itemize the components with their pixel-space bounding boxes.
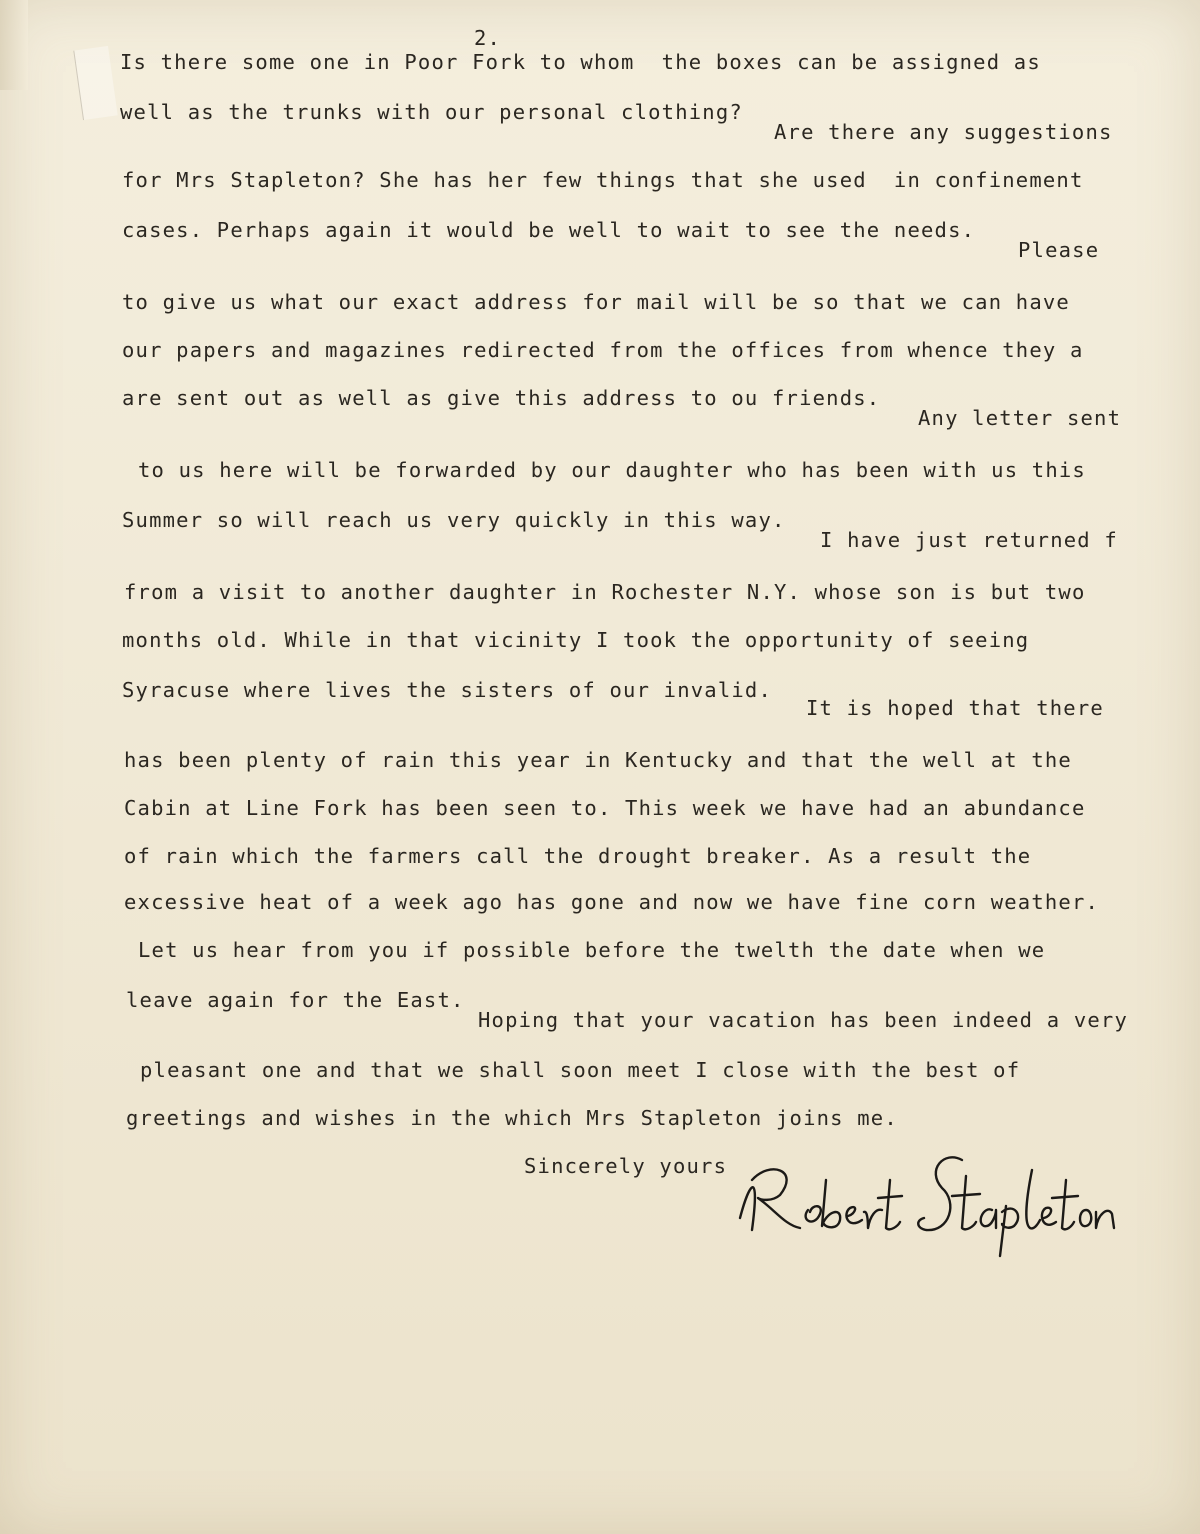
- text-line: months old. While in that vicinity I took the opportunity of seeing: [122, 628, 1030, 652]
- text-line: leave again for the East.: [126, 988, 465, 1012]
- text-line: I have just returned f: [820, 528, 1118, 552]
- text-line: Summer so will reach us very quickly in this way.: [122, 508, 786, 532]
- text-line: Let us hear from you if possible before the twelth the date when we: [138, 938, 1046, 962]
- text-line: well as the trunks with our personal clothing?: [120, 100, 743, 124]
- text-line: for Mrs Stapleton? She has her few things that she used in confinement: [122, 168, 1084, 192]
- text-line: excessive heat of a week ago has gone and now we have fine corn weather.: [124, 890, 1100, 914]
- text-line: to us here will be forwarded by our daughter who has been with us this: [138, 458, 1086, 482]
- text-line: our papers and magazines redirected from the offices from whence they a: [122, 338, 1084, 362]
- text-line: to give us what our exact address for mail will be so that we can have: [122, 290, 1070, 314]
- text-line: Any letter sent: [918, 406, 1122, 430]
- tape-mark: [73, 46, 117, 120]
- text-line: Cabin at Line Fork has been seen to. This week we have had an abundance: [124, 796, 1086, 820]
- text-line: Is there some one in Poor Fork to whom the boxes can be assigned as: [120, 50, 1041, 74]
- text-line: of rain which the farmers call the drought breaker. As a result the: [124, 844, 1032, 868]
- text-line: are sent out as well as give this address to ou friends.: [122, 386, 881, 410]
- signature: [730, 1140, 1120, 1260]
- closing: Sincerely yours: [524, 1154, 728, 1178]
- page-number: 2.: [474, 26, 502, 50]
- text-line: Syracuse where lives the sisters of our invalid.: [122, 678, 773, 702]
- text-line: has been plenty of rain this year in Kentucky and that the well at the: [124, 748, 1072, 772]
- text-line: from a visit to another daughter in Rochester N.Y. whose son is but two: [124, 580, 1086, 604]
- paper-fold: [0, 0, 28, 90]
- text-line: Hoping that your vacation has been indeed a very: [478, 1008, 1129, 1032]
- text-line: Please: [1018, 238, 1100, 262]
- text-line: cases. Perhaps again it would be well to wait to see the needs.: [122, 218, 976, 242]
- text-line: Are there any suggestions: [774, 120, 1113, 144]
- text-line: pleasant one and that we shall soon meet I close with the best of: [140, 1058, 1021, 1082]
- text-line: It is hoped that there: [806, 696, 1104, 720]
- text-line: greetings and wishes in the which Mrs Stapleton joins me.: [126, 1106, 898, 1130]
